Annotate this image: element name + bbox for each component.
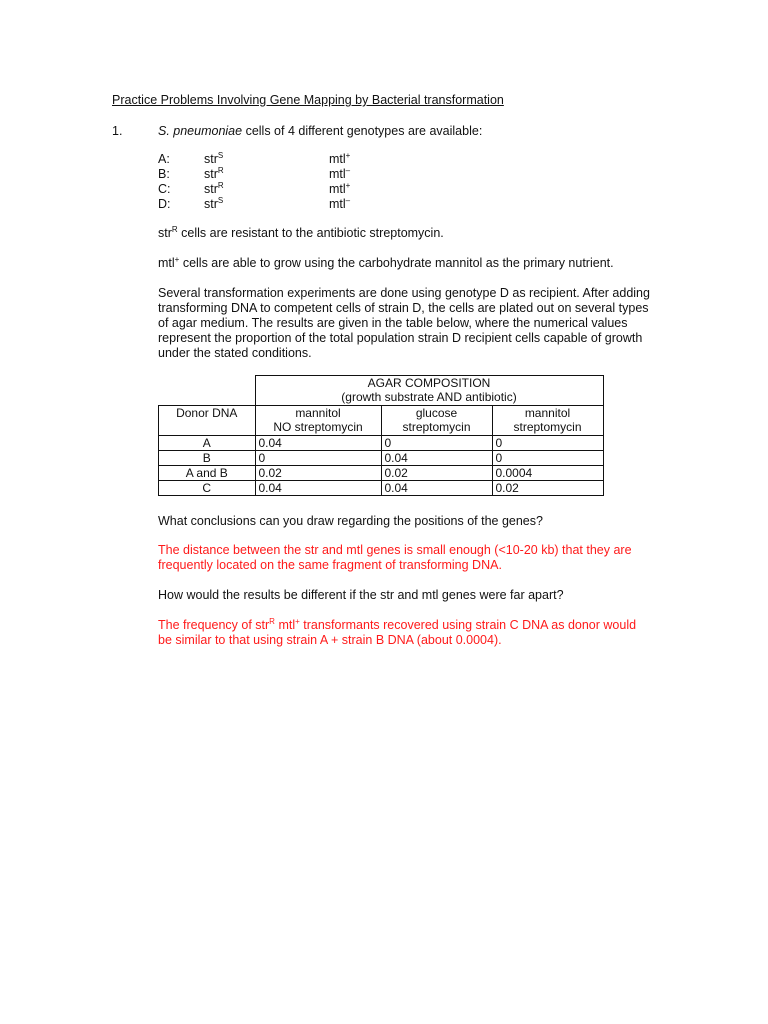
genotype-mtl: mtl+ xyxy=(329,151,351,166)
col-mannitol-strep: mannitol streptomycin xyxy=(492,406,603,436)
genotype-str: str$^R$ xyxy=(204,181,224,196)
table-row xyxy=(159,436,604,451)
col-glucose-strep: glucose streptomycin xyxy=(381,406,492,436)
genotype-label: C: xyxy=(158,182,171,196)
page-title: Practice Problems Involving Gene Mapping by Bacterial transformation xyxy=(112,93,504,107)
question-intro xyxy=(158,124,482,139)
results-table xyxy=(158,375,604,496)
genotype-label: D: xyxy=(158,197,171,211)
table-row xyxy=(159,451,604,466)
answer-conclusions: The distance between the str and mtl genes is small enough (<10-20 kb) that they are frequently located on the same fragment of transforming DNA. xyxy=(158,543,632,572)
genotype-str: str$^R$ xyxy=(204,166,224,181)
genotype-label: B: xyxy=(158,167,170,181)
value-cell: 0.04 xyxy=(381,451,492,466)
genotype-mtl: mtl– xyxy=(329,196,351,211)
donor-header: Donor DNA xyxy=(159,406,256,436)
str-note: str$^R$ cells are resistant to the antibiotic streptomycin. xyxy=(158,225,444,240)
table-row xyxy=(159,481,604,496)
question-far-apart: How would the results be different if the str and mtl genes were far apart? xyxy=(158,588,564,602)
answer-far-apart: The frequency of str$^R$ mtl+ transformants recovered using strain C DNA as donor would be similar to that using strain A + strain B DNA (about 0.0004). xyxy=(158,617,637,647)
donor-cell: A xyxy=(159,436,256,451)
question-number: 1. xyxy=(112,124,123,138)
table-row xyxy=(159,466,604,481)
donor-cell: A and B xyxy=(159,466,256,481)
mtl-note: mtl+ cells are able to grow using the carbohydrate mannitol as the primary nutrient. xyxy=(158,255,614,270)
col-mannitol-no-strep: mannitol NO streptomycin xyxy=(255,406,381,436)
intro-text: cells of 4 different genotypes are available: xyxy=(242,124,483,138)
value-cell: 0.04 xyxy=(255,481,381,496)
table-corner xyxy=(159,376,256,406)
genotype-mtl: mtl+ xyxy=(329,181,351,196)
value-cell: 0 xyxy=(492,451,603,466)
value-cell: 0 xyxy=(492,436,603,451)
value-cell: 0.02 xyxy=(381,466,492,481)
value-cell: 0.0004 xyxy=(492,466,603,481)
value-cell: 0 xyxy=(381,436,492,451)
value-cell: 0.02 xyxy=(255,466,381,481)
value-cell: 0.04 xyxy=(381,481,492,496)
question-conclusions: What conclusions can you draw regarding the positions of the genes? xyxy=(158,514,543,528)
genotype-label: A: xyxy=(158,152,170,166)
genotype-mtl: mtl– xyxy=(329,166,351,181)
agar-composition-header: AGAR COMPOSITION (growth substrate AND antibiotic) xyxy=(255,376,603,406)
value-cell: 0.04 xyxy=(255,436,381,451)
donor-cell: B xyxy=(159,451,256,466)
genotype-str: str$^S$ xyxy=(204,151,224,166)
donor-cell: C xyxy=(159,481,256,496)
genotype-str: str$^S$ xyxy=(204,196,224,211)
experiment-paragraph: Several transformation experiments are done using genotype D as recipient. After adding transforming DNA to competent cells of strain D, the cells are plated out on several types of agar medium. The results are given in the table below, where the numerical values represent the proportion of the total population strain D recipient cells capable of growth under the stated conditions. xyxy=(158,286,650,360)
organism-name: S. pneumoniae xyxy=(158,124,243,138)
value-cell: 0 xyxy=(255,451,381,466)
value-cell: 0.02 xyxy=(492,481,603,496)
